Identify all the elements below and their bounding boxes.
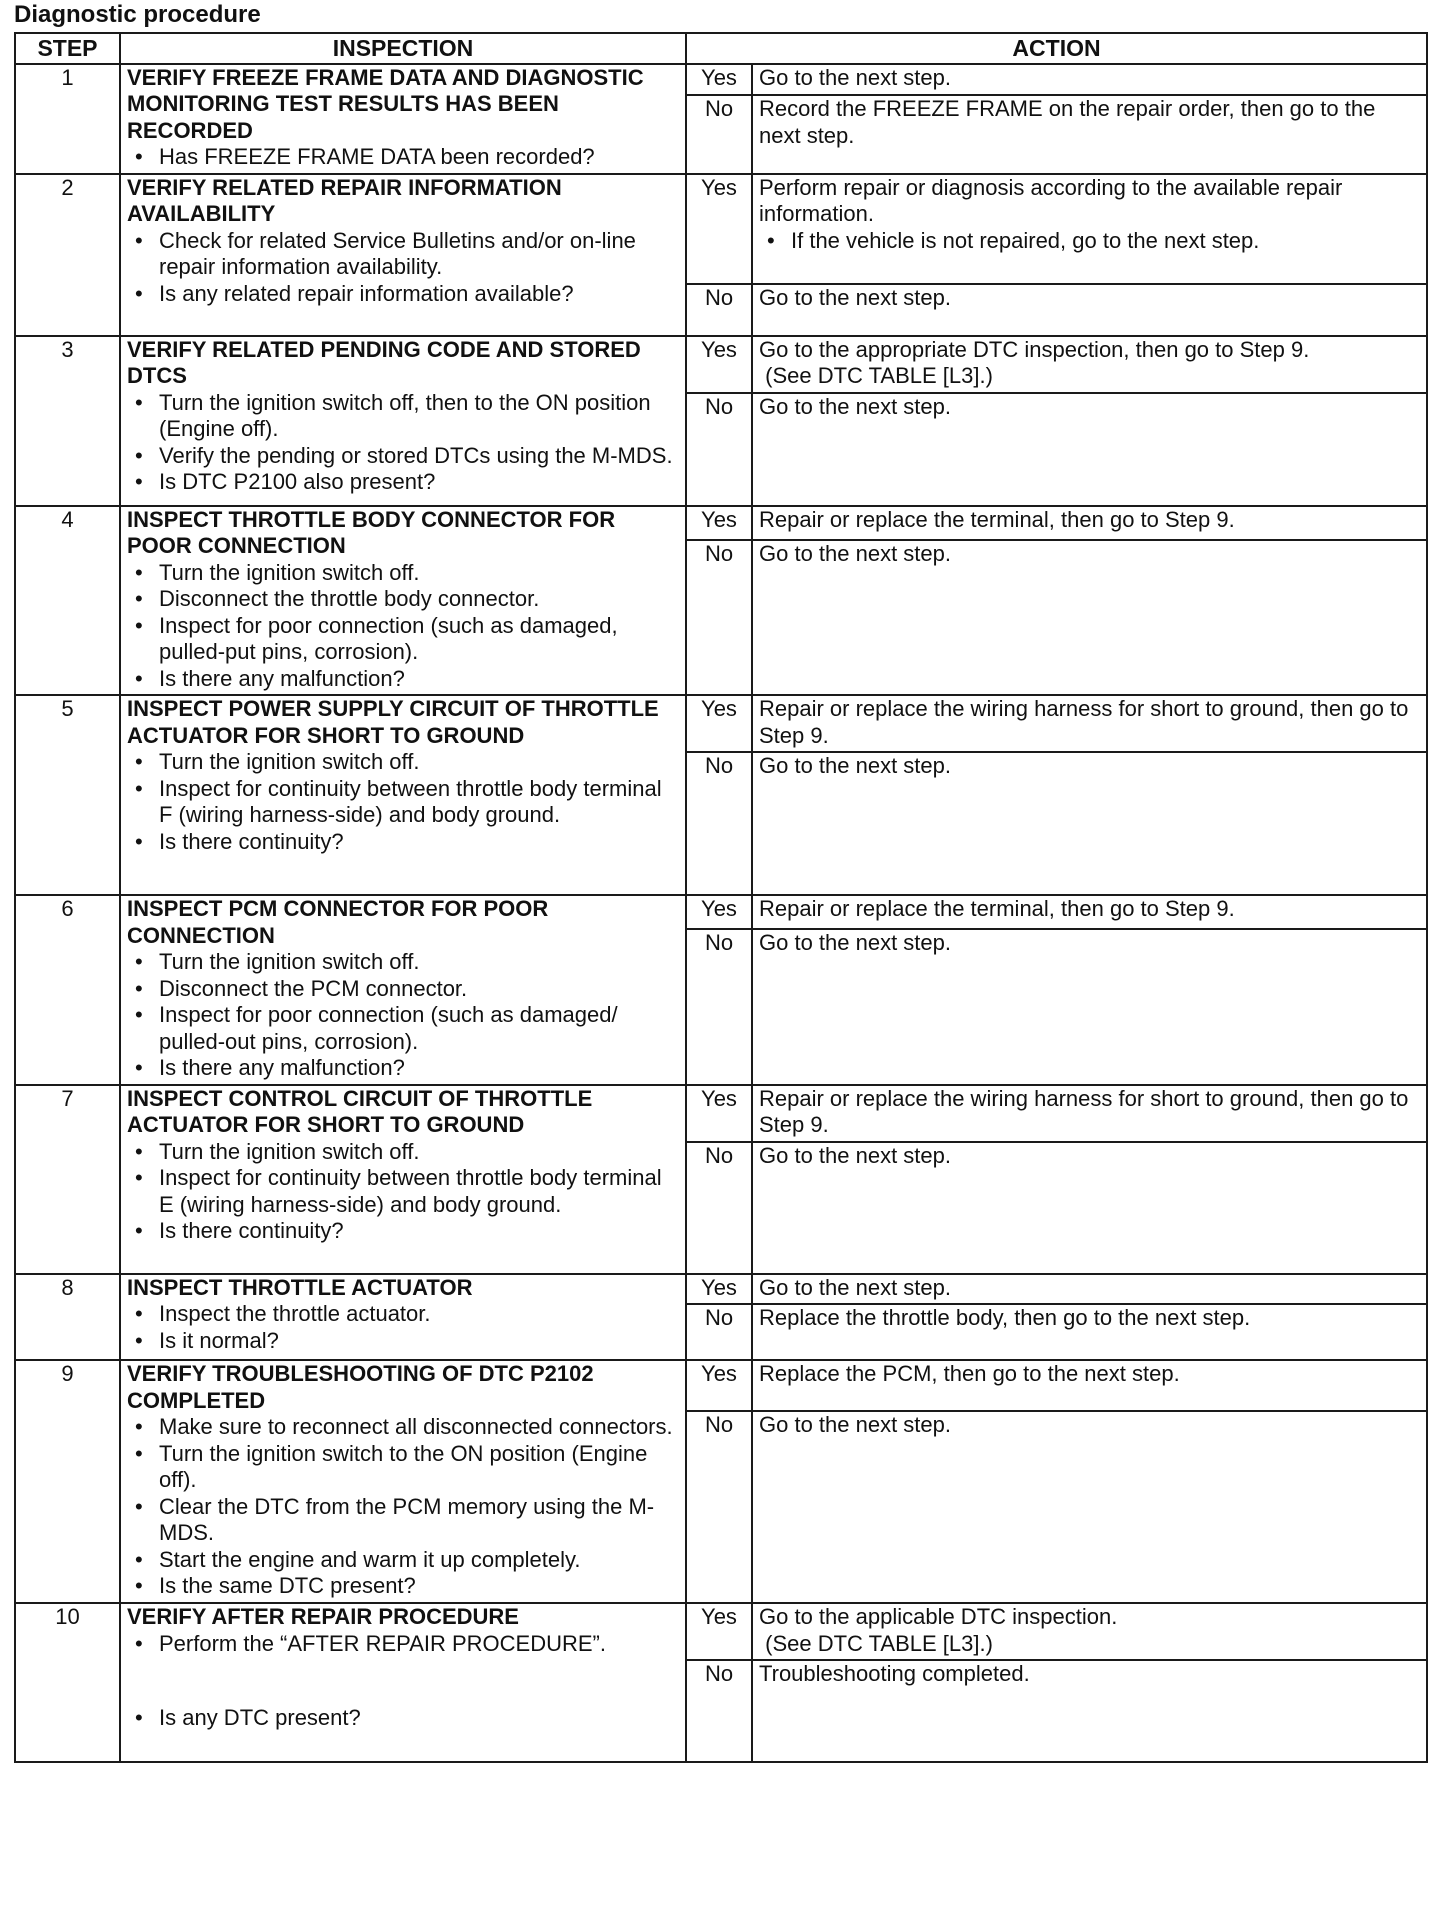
table-row <box>15 64 1427 96</box>
yes-action: Perform repair or diagnosis according to the available repair information. <box>759 174 1343 226</box>
no-label: No <box>686 393 752 506</box>
no-action: Go to the next step. <box>752 284 1427 336</box>
yes-label: Yes <box>686 1603 752 1660</box>
inspection-title: INSPECT THROTTLE ACTUATOR <box>127 1274 473 1300</box>
no-action: Record the FREEZE FRAME on the repair order, then go to the next step. <box>752 95 1427 174</box>
inspection-bullet: • Inspect the throttle actuator. <box>159 1301 679 1328</box>
yes-action: Go to the applicable DTC inspection. <box>759 1604 1118 1629</box>
yes-action-cell <box>752 506 1427 540</box>
inspection-bullet: • Turn the ignition switch off. <box>159 949 679 976</box>
yes-label: Yes <box>686 506 752 540</box>
header-inspection: INSPECTION <box>120 33 686 64</box>
inspection-title: INSPECT POWER SUPPLY CIRCUIT OF THROTTLE ACTUATOR FOR SHORT TO GROUND <box>127 696 659 748</box>
step-number: 5 <box>15 695 120 895</box>
inspection-bullet: • Disconnect the throttle body connector. <box>159 586 679 613</box>
no-label: No <box>686 1411 752 1603</box>
yes-label: Yes <box>686 64 752 96</box>
no-label: No <box>686 95 752 174</box>
yes-action: Go to the appropriate DTC inspection, then go to Step 9. <box>759 336 1310 362</box>
step-number: 8 <box>15 1274 120 1361</box>
inspection-bullet-list <box>127 228 679 308</box>
yes-action-reference: (See DTC TABLE [L3].) <box>759 1630 993 1656</box>
no-action: Troubleshooting completed. <box>752 1660 1427 1762</box>
no-label: No <box>686 1304 752 1360</box>
no-action: Go to the next step. <box>752 393 1427 506</box>
inspection-title: VERIFY RELATED REPAIR INFORMATION AVAILABILITY <box>127 174 562 226</box>
no-label: No <box>686 540 752 695</box>
no-action: Go to the next step. <box>752 540 1427 695</box>
yes-label: Yes <box>686 1085 752 1142</box>
inspection-cell <box>120 895 686 1085</box>
step-number: 9 <box>15 1360 120 1603</box>
inspection-bullet-list <box>127 560 679 693</box>
inspection-bullet: • Turn the ignition switch off. <box>159 560 679 587</box>
inspection-bullet: • Is it normal? <box>159 1328 679 1355</box>
yes-label: Yes <box>686 695 752 752</box>
yes-action: Go to the next step. <box>759 1274 952 1300</box>
inspection-cell <box>120 174 686 336</box>
step-number: 7 <box>15 1085 120 1274</box>
table-row <box>15 1603 1427 1660</box>
no-action: Go to the next step. <box>752 1411 1427 1603</box>
inspection-bullet: • Is the same DTC present? <box>159 1573 679 1600</box>
no-action: Go to the next step. <box>752 1142 1427 1274</box>
inspection-cell <box>120 1360 686 1603</box>
inspection-title: INSPECT PCM CONNECTOR FOR POOR CONNECTION <box>127 896 549 948</box>
step-number: 2 <box>15 174 120 336</box>
yes-action-bullet-list <box>759 228 1420 255</box>
inspection-cell <box>120 695 686 895</box>
no-label: No <box>686 1142 752 1274</box>
inspection-bullet-list <box>127 949 679 1082</box>
inspection-bullet-list <box>127 1631 679 1732</box>
no-label: No <box>686 929 752 1084</box>
inspection-bullet: • Turn the ignition switch off. <box>159 1139 679 1166</box>
table-row <box>15 895 1427 929</box>
yes-label: Yes <box>686 336 752 393</box>
table-row <box>15 1360 1427 1411</box>
inspection-bullet: • Clear the DTC from the PCM memory using the M-MDS. <box>159 1494 679 1547</box>
yes-action-cell <box>752 1360 1427 1411</box>
yes-action-reference: (See DTC TABLE [L3].) <box>759 363 993 388</box>
inspection-bullet: • Disconnect the PCM connector. <box>159 976 679 1003</box>
step-number: 6 <box>15 895 120 1085</box>
inspection-bullet: • Is there any malfunction? <box>159 666 679 693</box>
yes-action: Repair or replace the terminal, then go to Step 9. <box>759 896 1235 921</box>
inspection-bullet: • Turn the ignition switch off, then to the ON position (Engine off). <box>159 390 679 443</box>
inspection-bullet-list <box>127 1414 679 1600</box>
no-action: Replace the throttle body, then go to the next step. <box>752 1304 1427 1360</box>
table-row <box>15 695 1427 752</box>
inspection-bullet: • Verify the pending or stored DTCs using the M-MDS. <box>159 443 679 470</box>
inspection-cell <box>120 336 686 506</box>
table-row <box>15 336 1427 393</box>
inspection-bullet: • Is there any malfunction? <box>159 1055 679 1082</box>
no-label: No <box>686 284 752 336</box>
inspection-bullet-list <box>127 1139 679 1245</box>
table-row <box>15 506 1427 540</box>
inspection-bullet-list <box>127 749 679 855</box>
inspection-bullet: • Inspect for continuity between throttle body terminal F (wiring harness-side) and body ground. <box>159 776 679 829</box>
table-row <box>15 1274 1427 1305</box>
no-label: No <box>686 1660 752 1762</box>
yes-action-bullet: • If the vehicle is not repaired, go to the next step. <box>791 228 1420 255</box>
inspection-bullet-list <box>127 390 679 496</box>
table-row <box>15 1085 1427 1142</box>
inspection-bullet: • Turn the ignition switch off. <box>159 749 679 776</box>
inspection-bullet: • Inspect for continuity between throttle body terminal E (wiring harness-side) and body ground. <box>159 1165 679 1218</box>
yes-action: Repair or replace the wiring harness for short to ground, then go to Step 9. <box>759 1085 1409 1137</box>
inspection-title: VERIFY FREEZE FRAME DATA AND DIAGNOSTIC MONITORING TEST RESULTS HAS BEEN RECORDED <box>127 64 644 143</box>
inspection-bullet: • Check for related Service Bulletins and/or on-line repair information availability. <box>159 228 679 281</box>
yes-action-cell <box>752 1274 1427 1305</box>
yes-action-cell <box>752 1603 1427 1660</box>
inspection-bullet: • Perform the “AFTER REPAIR PROCEDURE”. <box>159 1631 679 1658</box>
inspection-bullet: • Is there continuity? <box>159 1218 679 1245</box>
inspection-cell <box>120 64 686 174</box>
inspection-bullet: • Is any DTC present? <box>159 1705 679 1732</box>
inspection-title: VERIFY AFTER REPAIR PROCEDURE <box>127 1604 519 1629</box>
table-row <box>15 174 1427 284</box>
table-body <box>15 64 1427 1763</box>
page-title: Diagnostic procedure <box>14 1 261 28</box>
no-action: Go to the next step. <box>752 929 1427 1084</box>
inspection-bullet: • Is there continuity? <box>159 829 679 856</box>
header-step: STEP <box>15 33 120 64</box>
inspection-bullet: • Inspect for poor connection (such as damaged/ pulled-out pins, corrosion). <box>159 1002 679 1055</box>
inspection-bullet: • Make sure to reconnect all disconnected connectors. <box>159 1414 679 1441</box>
yes-label: Yes <box>686 174 752 284</box>
inspection-bullet: • Is DTC P2100 also present? <box>159 469 679 496</box>
inspection-bullet: • Start the engine and warm it up completely. <box>159 1547 679 1574</box>
yes-label: Yes <box>686 1274 752 1305</box>
inspection-bullet-list <box>127 1301 679 1354</box>
inspection-title: INSPECT CONTROL CIRCUIT OF THROTTLE ACTUATOR FOR SHORT TO GROUND <box>127 1085 593 1137</box>
inspection-bullet-list <box>127 144 679 171</box>
inspection-cell <box>120 506 686 696</box>
inspection-title: INSPECT THROTTLE BODY CONNECTOR FOR POOR CONNECTION <box>127 506 616 558</box>
yes-label: Yes <box>686 895 752 929</box>
table-header-row <box>15 33 1427 64</box>
inspection-cell <box>120 1274 686 1361</box>
no-action: Go to the next step. <box>752 752 1427 895</box>
yes-action-cell <box>752 895 1427 929</box>
inspection-title: VERIFY TROUBLESHOOTING OF DTC P2102 COMPLETED <box>127 1361 594 1413</box>
no-label: No <box>686 752 752 895</box>
inspection-bullet: • Inspect for poor connection (such as damaged, pulled-put pins, corrosion). <box>159 613 679 666</box>
step-number: 10 <box>15 1603 120 1762</box>
yes-label: Yes <box>686 1360 752 1411</box>
inspection-title: VERIFY RELATED PENDING CODE AND STORED DTCS <box>127 336 641 388</box>
yes-action-cell <box>752 64 1427 96</box>
yes-action-cell <box>752 695 1427 752</box>
step-number: 3 <box>15 336 120 506</box>
inspection-bullet: • Is any related repair information available? <box>159 281 679 308</box>
step-number: 4 <box>15 506 120 696</box>
yes-action: Go to the next step. <box>759 64 952 90</box>
yes-action: Repair or replace the wiring harness for short to ground, then go to Step 9. <box>759 696 1409 748</box>
inspection-cell <box>120 1085 686 1274</box>
inspection-cell <box>120 1603 686 1762</box>
header-action: ACTION <box>686 33 1427 64</box>
yes-action: Repair or replace the terminal, then go to Step 9. <box>759 506 1235 532</box>
yes-action-cell <box>752 336 1427 393</box>
yes-action: Replace the PCM, then go to the next step. <box>759 1361 1180 1386</box>
diagnostic-table <box>14 32 1428 1763</box>
step-number: 1 <box>15 64 120 174</box>
yes-action-cell <box>752 174 1427 284</box>
inspection-bullet: • Has FREEZE FRAME DATA been recorded? <box>159 144 679 171</box>
yes-action-cell <box>752 1085 1427 1142</box>
inspection-bullet: • Turn the ignition switch to the ON position (Engine off). <box>159 1441 679 1494</box>
